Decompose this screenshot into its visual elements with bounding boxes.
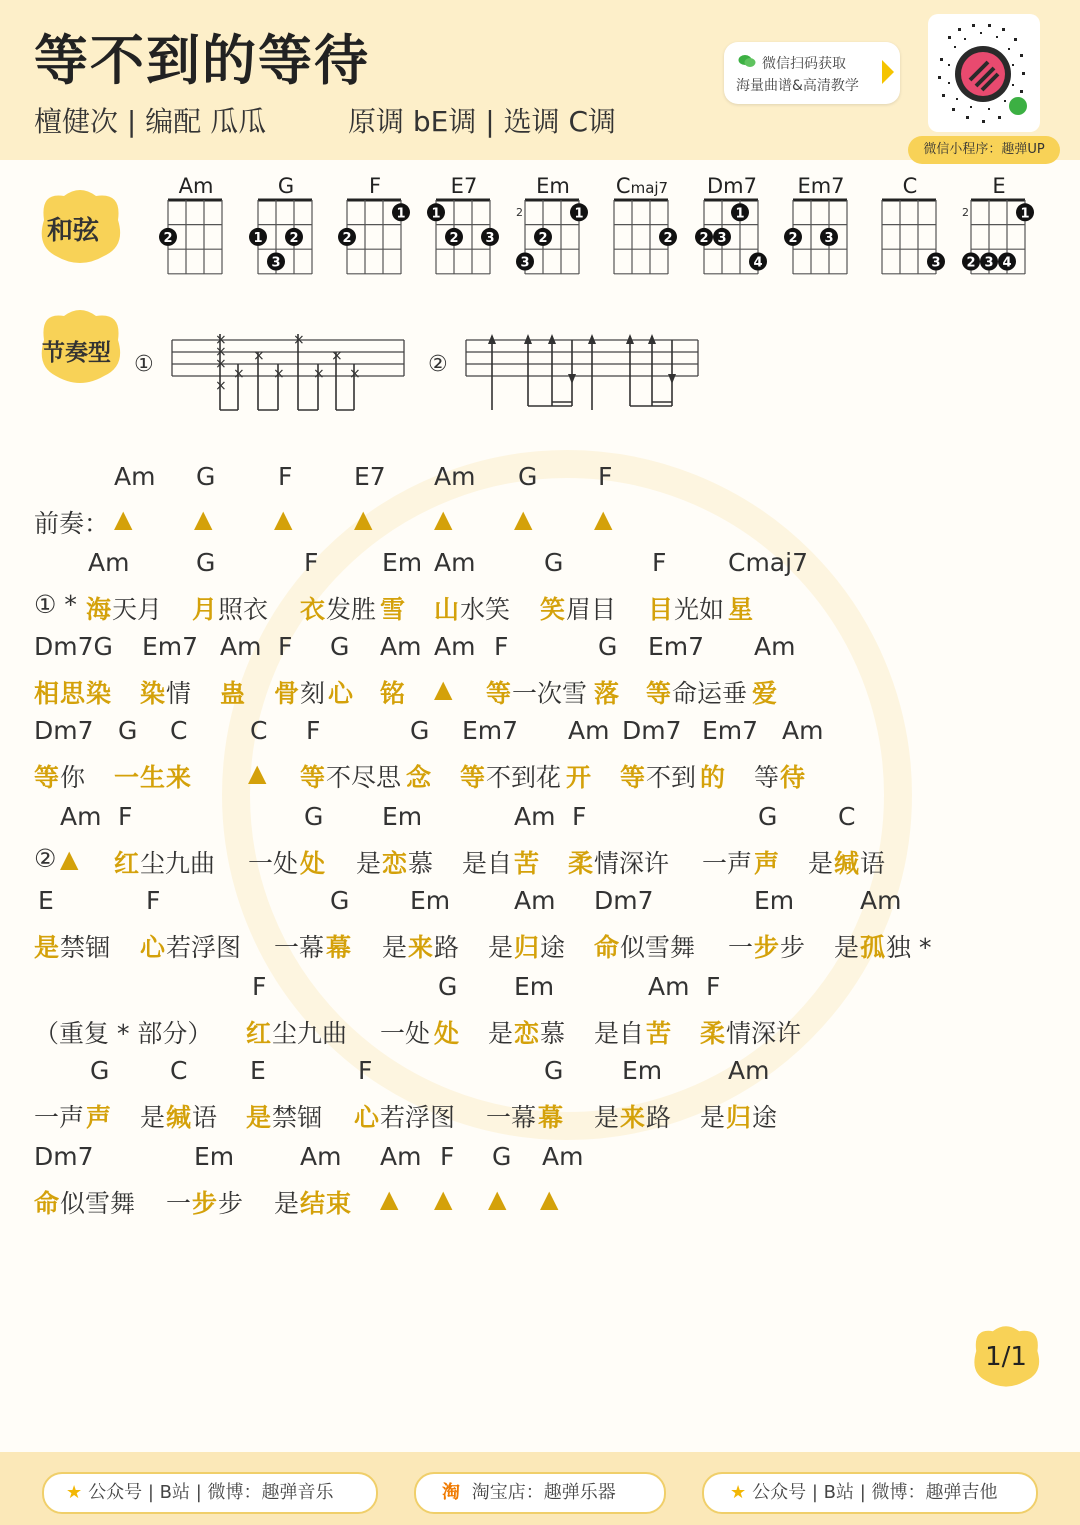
lyric-segment: ① * [34,590,77,619]
footer-middle-text: 淘宝店：趣弹乐器 [471,1482,616,1503]
svg-text:1: 1 [396,206,406,222]
chord-symbol: Am [380,632,422,661]
lyric-segment: 是自 [462,849,513,878]
lyric-segment: 一次雪 [512,679,588,708]
svg-text:3: 3 [271,255,281,271]
chord-symbol: C [170,716,188,745]
lyric-segment: 禁锢 [60,933,111,962]
lyric-segment: 来 [408,933,434,962]
chord-symbol: Am [754,632,796,661]
promo-arrow-icon [882,60,894,84]
chord-symbol: Cmaj7 [728,548,808,577]
lyric-segment: 一 [166,1189,192,1218]
lyric-segment: 苦 [514,849,540,878]
svg-text:3: 3 [485,230,495,246]
lyric-segment: 生 [140,763,166,792]
chord-symbol: Em [514,972,555,1001]
chord-symbol: E [250,1056,266,1085]
chord-symbol: Am [514,886,556,915]
lyric-segment: 海 [86,595,112,624]
lyric-segment: 一幕 [274,933,325,962]
svg-text:1: 1 [735,206,745,222]
lyric-segment: 是 [246,1103,272,1132]
rhythm-pattern-1-number: ① [134,352,154,377]
chord-symbol: Em [194,1142,235,1171]
svg-text:2: 2 [449,230,459,246]
lyric-segment: 缄 [166,1103,192,1132]
lyric-segment: 尘九曲 [272,1019,348,1048]
svg-text:2: 2 [163,230,173,246]
lyric-segment: 等 [620,763,646,792]
chord-symbol: F [572,802,587,831]
lyric-segment: 若浮图 [380,1103,456,1132]
rest-triangle-icon: ▲ [434,675,453,703]
chord-symbol: Am [648,972,690,1001]
rhythm-pattern-1 [168,330,408,414]
chord-name: F [368,174,382,198]
chord-symbol: Am [860,886,902,915]
chord-symbol: Em [754,886,795,915]
lyric-segment: 不到花 [486,763,562,792]
svg-text:4: 4 [753,255,763,271]
lyric-segment: 是 [382,933,408,962]
rest-triangle-icon: ▲ [514,505,533,533]
rest-triangle-icon: ▲ [434,505,453,533]
svg-text:3: 3 [984,255,994,271]
rest-triangle-icon: ▲ [380,1185,399,1213]
chord-symbol: Am [300,1142,342,1171]
lyric-segment: 目 [648,595,674,624]
lyric-segment: 情深许 [726,1019,802,1048]
chord-symbol: Em [382,548,423,577]
lyric-segment: 不到 [646,763,697,792]
lyric-segment: 刻 [300,679,326,708]
lyric-segment: 独 * [886,933,932,962]
chord-symbol: Am [434,548,476,577]
lyric-segment: 声 [754,849,780,878]
chord-diagram-f [337,196,406,280]
lyric-segment: 思 [60,679,86,708]
chord-name: Dm7 [707,174,757,198]
chord-diagram-em7 [783,196,849,280]
chord-symbol: F [652,548,667,577]
chord-symbol: E [38,886,54,915]
lyric-segment: 一 [728,933,754,962]
chord-symbol: Dm7 [594,886,654,915]
rest-triangle-icon: ▲ [488,1185,507,1213]
lyric-segment: 是自 [594,1019,645,1048]
mini-program-badge[interactable]: 微信小程序：趣弹UP [908,136,1060,164]
rest-triangle-icon: ▲ [594,505,613,533]
chord-symbol: G [492,1142,512,1171]
footer-link-music[interactable] [42,1472,378,1514]
chord-symbol: Dm7G [34,632,113,661]
rest-triangle-icon: ▲ [274,505,293,533]
chord-diagram-am [158,196,224,280]
chord-symbol: Em [382,802,423,831]
svg-text:2: 2 [289,230,299,246]
chord-symbol: Am [542,1142,584,1171]
chord-symbol: Am [88,548,130,577]
lyric-segment: 情深许 [594,849,670,878]
lyric-segment: 是 [808,849,834,878]
svg-text:×: × [233,366,245,382]
svg-text:2: 2 [699,230,709,246]
rest-triangle-icon: ▲ [434,1185,453,1213]
chord-symbol: F [304,548,319,577]
artist-arranger: 檀健次 | 编配 瓜瓜 [34,105,267,138]
page-number: 1/1 [985,1342,1027,1372]
lyric-segment: 是 [834,933,860,962]
lyric-segment: 语 [860,849,886,878]
svg-text:×: × [293,332,305,348]
lyric-segment: 柔 [700,1019,726,1048]
rhythm-pattern-2 [462,330,702,414]
lyric-segment: 蛊 [220,679,246,708]
chord-symbol: C [250,716,268,745]
chord-symbol: F [278,462,293,491]
lyric-segment: 心 [328,679,354,708]
svg-text:×: × [253,348,265,364]
chord-diagram-e7 [426,196,495,280]
chord-diagram-g [248,196,314,280]
svg-text:3: 3 [520,255,530,271]
lyric-segment: 路 [434,933,460,962]
svg-text:1: 1 [431,206,441,222]
svg-text:×: × [313,366,325,382]
lyric-segment: 缄 [834,849,860,878]
svg-text:×: × [331,348,343,364]
chord-symbol: Em7 [142,632,199,661]
svg-text:1: 1 [574,206,584,222]
chord-symbol: G [544,1056,564,1085]
chord-name: E [992,174,1006,198]
chord-symbol: G [90,1056,110,1085]
lyric-segment: 染 [140,679,166,708]
rest-triangle-icon: ▲ [194,505,213,533]
chord-symbol: F [306,716,321,745]
chord-name: Em [536,174,570,198]
lyric-segment: 是 [140,1103,166,1132]
chord-symbol: F [494,632,509,661]
qr-code-icon [928,14,1040,132]
lyric-segment: 天月 [112,595,163,624]
lyric-segment: 苦 [646,1019,672,1048]
chord-symbol: F [252,972,267,1001]
svg-text:1: 1 [253,230,263,246]
key-info: 原调 bE调 | 选调 C调 [348,105,617,138]
chord-symbol: F [358,1056,373,1085]
chord-symbol: F [706,972,721,1001]
lyric-segment: 来 [166,763,192,792]
svg-text:3: 3 [824,230,834,246]
lyric-segment: 待 [780,763,806,792]
chord-diagram-cmaj7 [604,196,673,280]
rest-triangle-icon: ▲ [114,505,133,533]
lyric-segment: 你 [60,763,86,792]
chord-name: G [277,174,295,198]
lyric-segment: 尘九曲 [140,849,216,878]
lyric-segment: 语 [192,1103,218,1132]
svg-text:×: × [215,332,227,348]
lyric-segment: （重复 * 部分） [34,1019,213,1048]
chord-symbol: Em7 [702,716,759,745]
lyric-segment: 是 [700,1103,726,1132]
chord-symbol: Em7 [648,632,705,661]
chord-symbol: Dm7 [34,1142,94,1171]
song-title: 等不到的等待 [34,29,370,92]
chords-label: 和弦 [47,216,100,246]
svg-text:2: 2 [663,230,673,246]
chord-symbol: G [544,548,564,577]
footer-link-taobao[interactable] [414,1472,666,1514]
lyric-segment: 等 [300,763,326,792]
lyric-segment: 念 [406,763,432,792]
lyric-segment: 路 [646,1103,672,1132]
lyric-segment: 命 [34,1189,60,1218]
chord-symbol: Am [380,1142,422,1171]
svg-text:4: 4 [1002,255,1012,271]
chord-symbol: Am [114,462,156,491]
chord-symbol: Em [410,886,451,915]
lyric-segment: 途 [752,1103,778,1132]
lyric-segment: 若浮图 [166,933,242,962]
promo-card[interactable] [724,42,900,104]
lyric-segment: 等 [460,763,486,792]
lyric-segment: 雪 [380,595,406,624]
lyric-segment: 星 [728,595,754,624]
lyric-segment: 步 [192,1189,218,1218]
lyric-segment: 照衣 [218,595,269,624]
footer-link-guitar[interactable] [702,1472,1038,1514]
chord-symbol: Em [622,1056,663,1085]
lyric-segment: 月 [192,595,218,624]
rest-triangle-icon: ▲ [540,1185,559,1213]
lyric-segment: 柔 [568,849,594,878]
chord-diagram-em [515,196,584,280]
chord-name: Cmaj7 [615,174,669,198]
lyric-segment: 笑 [540,595,566,624]
svg-text:2: 2 [788,230,798,246]
lyric-segment: 是 [488,1019,514,1048]
chord-symbol: G [196,462,216,491]
lyric-segment: 爱 [752,679,778,708]
svg-text:2: 2 [516,206,523,219]
lyric-segment: 声 [86,1103,112,1132]
chord-diagram-c [872,196,941,280]
lyric-segment: 途 [540,933,566,962]
chord-symbol: Am [434,632,476,661]
lyric-segment: 步 [780,933,806,962]
rest-triangle-icon: ▲ [248,759,267,787]
lyric-segment: 落 [594,679,620,708]
lyric-segment: 是 [356,849,382,878]
svg-text:×: × [273,366,285,382]
svg-text:×: × [215,378,227,394]
lyric-segment: 处 [434,1019,460,1048]
lyric-segment: 命 [594,933,620,962]
chord-symbol: F [118,802,133,831]
svg-text:1: 1 [1020,206,1030,222]
rest-triangle-icon: ▲ [354,505,373,533]
lyric-segment: 慕 [540,1019,566,1048]
lyric-segment: 幕 [326,933,352,962]
chord-symbol: G [330,886,350,915]
lyric-segment: 似雪舞 [60,1189,136,1218]
svg-text:2: 2 [538,230,548,246]
lyric-segment: 等 [486,679,512,708]
lyric-segment: 步 [218,1189,244,1218]
lyric-segment: 开 [566,763,592,792]
svg-text:2: 2 [962,206,969,219]
lyric-segment: 一幕 [486,1103,537,1132]
lyric-segment: 归 [514,933,540,962]
chord-symbol: E7 [354,462,386,491]
rhythm-label: 节奏型 [42,340,111,366]
lyric-segment: 是 [34,933,60,962]
lyric-segment: 心 [140,933,166,962]
lyric-segment: 衣 [300,595,326,624]
lyric-segment: 恋 [382,849,408,878]
chord-symbol: G [304,802,324,831]
chord-symbol: G [118,716,138,745]
chord-symbol: Am [568,716,610,745]
lyric-segment: 山 [434,595,460,624]
svg-text:3: 3 [931,255,941,271]
lyric-segment: 骨 [274,679,300,708]
lyric-segment: 禁锢 [272,1103,323,1132]
svg-text:×: × [215,344,227,360]
rhythm-pattern-2-number: ② [428,352,448,377]
wechat-icon [738,54,756,68]
lyric-segment: 一处 [248,849,299,878]
footer-left-text: 公众号 | B站 | 微博：趣弹音乐 [88,1482,334,1503]
chord-symbol: F [598,462,613,491]
lyric-segment: ② [34,844,57,873]
chord-symbol: G [438,972,458,1001]
lyric-segment: 一声 [702,849,753,878]
chord-name: E7 [450,174,478,198]
lyric-segment: 幕 [538,1103,564,1132]
chord-symbol: Am [220,632,262,661]
chord-symbol: G [410,716,430,745]
lyric-segment: 是 [594,1103,620,1132]
chord-symbol: G [196,548,216,577]
lyric-segment: 孤 [860,933,886,962]
chord-symbol: Am [514,802,556,831]
lyric-segment: 相 [34,679,60,708]
lyric-segment: 铭 [380,679,406,708]
lyric-segment: 等 [34,763,60,792]
lyric-segment: 来 [620,1103,646,1132]
chord-symbol: Am [60,802,102,831]
lyric-segment: 归 [726,1103,752,1132]
lyric-segment: 情 [166,679,192,708]
chord-symbol: Am [728,1056,770,1085]
chord-symbol: F [278,632,293,661]
svg-text:3: 3 [717,230,727,246]
lyric-segment: 是 [488,933,514,962]
chord-symbol: G [518,462,538,491]
lyric-segment: 一声 [34,1103,85,1132]
lyric-segment: 是 [274,1189,300,1218]
svg-text:×: × [215,356,227,372]
lyric-segment: 染 [86,679,112,708]
chord-symbol: Am [782,716,824,745]
lyric-segment: 恋 [514,1019,540,1048]
star-icon: ★ [730,1482,747,1503]
chord-symbol: C [838,802,856,831]
chord-symbol: Em7 [462,716,519,745]
chord-symbol: C [170,1056,188,1085]
chord-symbol: F [440,1142,455,1171]
chord-name: Em7 [797,174,845,198]
svg-text:2: 2 [966,255,976,271]
lyric-segment: 处 [300,849,326,878]
chord-diagram-e [961,196,1030,280]
lyric-segment: 心 [354,1103,380,1132]
chord-name: C [902,174,918,198]
lyric-segment: 水笑 [460,595,511,624]
chord-symbol: G [598,632,618,661]
taobao-icon: 淘 [442,1482,460,1503]
lyric-segment: 的 [700,763,726,792]
chord-name: Am [178,174,214,198]
svg-text:×: × [349,366,361,382]
chord-symbol: Am [434,462,476,491]
lyric-segment: 一 [114,763,140,792]
lyric-segment: 结 [300,1189,326,1218]
footer-right-text: 公众号 | B站 | 微博：趣弹吉他 [752,1482,998,1503]
chord-symbol: F [146,886,161,915]
lyric-segment: 命运垂 [672,679,748,708]
chord-symbol: G [330,632,350,661]
lyric-segment: 慕 [408,849,434,878]
lyric-segment: 束 [326,1189,352,1218]
lyric-segment: 光如 [674,595,725,624]
rest-triangle-icon: ▲ [60,845,79,873]
chord-symbol: Dm7 [622,716,682,745]
lyric-segment: 眉目 [566,595,617,624]
star-icon: ★ [66,1482,83,1503]
lyric-segment: 红 [114,849,140,878]
chord-symbol: G [758,802,778,831]
qr-code[interactable] [928,14,1040,132]
lyric-segment: 前奏： [34,509,110,538]
chord-diagram-dm7 [694,196,763,280]
chord-symbol: Dm7 [34,716,94,745]
lyric-segment: 红 [246,1019,272,1048]
lyric-segment: 不尽思 [326,763,402,792]
lyric-segment: 发胜 [326,595,377,624]
lyric-segment: 步 [754,933,780,962]
lyric-segment: 似雪舞 [620,933,696,962]
promo-line2: 海量曲谱&高清教学 [736,78,859,94]
lyric-segment: 等 [754,763,780,792]
lyric-segment: 等 [646,679,672,708]
promo-line1: 微信扫码获取 [762,56,846,72]
page-indicator [968,1318,1044,1394]
svg-text:2: 2 [342,230,352,246]
lyric-segment: 一处 [380,1019,431,1048]
